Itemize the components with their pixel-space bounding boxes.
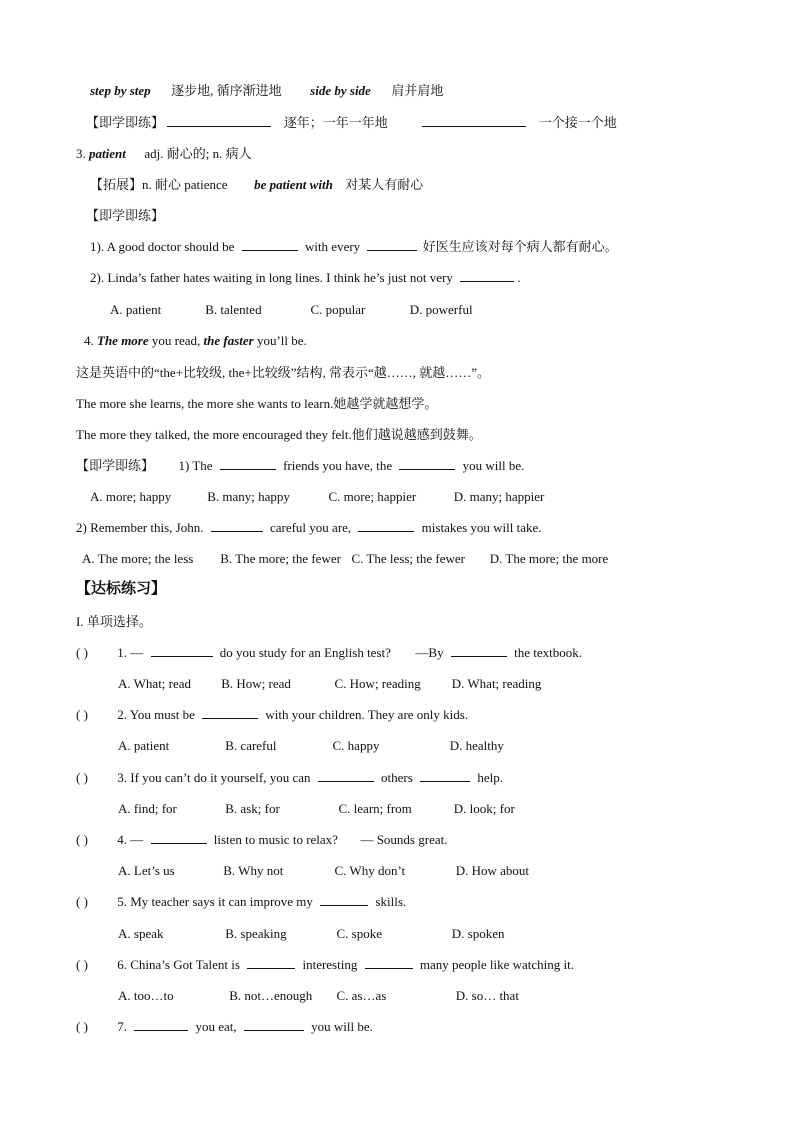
exercise-options-5 <box>118 925 504 943</box>
option-a[interactable]: A. The more; the less <box>82 551 194 566</box>
practice-text: 逐年；一年一年地 <box>283 115 388 130</box>
item4-explain: 这是英语中的“the+比较级, the+比较级”结构, 常表示“越……, 就越……”。 <box>76 365 491 380</box>
question-text: do you study for an English test? <box>219 645 391 660</box>
question-text: with your children. They are only kids. <box>265 707 469 722</box>
option-c[interactable]: C. more; happier <box>328 489 417 504</box>
question-text: 1) The <box>178 458 213 473</box>
exercise-question-1 <box>76 644 582 662</box>
exercise-options-2 <box>118 737 504 755</box>
phrase-the-more: The more <box>97 333 149 348</box>
question-text: 4. — <box>117 832 144 847</box>
option-a[interactable]: A. find; for <box>118 801 177 816</box>
question-text: —By <box>415 645 444 660</box>
answer-blank[interactable] <box>134 1018 188 1031</box>
option-c[interactable]: C. popular <box>310 302 366 317</box>
question-text: help. <box>477 770 503 785</box>
keyword-definition: adj. 耐心的; n. 病人 <box>144 146 252 161</box>
item3-q2 <box>90 269 521 287</box>
exercise-options-4 <box>118 862 529 880</box>
phrase-step-by-step-meaning: 逐步地, 循序渐进地 <box>171 83 282 98</box>
question-text: others <box>381 770 413 785</box>
item4-q1-options <box>90 488 544 506</box>
question-text: friends you have, the <box>283 458 393 473</box>
option-d[interactable]: D. so… that <box>455 988 519 1003</box>
option-a[interactable]: A. more; happy <box>90 489 172 504</box>
exercise-question-6 <box>76 956 574 974</box>
question-text: careful you are, <box>269 520 352 535</box>
question-text: 1). A good doctor should be <box>90 239 235 254</box>
question-text: you will be. <box>462 458 525 473</box>
option-a[interactable]: A. What; read <box>118 676 192 691</box>
item3-extend <box>90 176 423 194</box>
practice-label: 【即学即练】 <box>86 115 165 130</box>
question-text: 2). Linda’s father hates waiting in long lines. I think he’s just not very <box>90 270 453 285</box>
answer-blank[interactable] <box>247 956 295 969</box>
phrase-the-faster: the faster <box>203 333 254 348</box>
exercise-options-1 <box>118 675 541 693</box>
exercises-part-title: I. 单项选择。 <box>76 614 152 629</box>
question-text: listen to music to relax? <box>213 832 338 847</box>
item4-example-1: The more she learns, the more she wants to learn.她越学就越想学。 <box>76 396 438 411</box>
answer-paren[interactable]: ( ) <box>76 832 88 847</box>
question-text: mistakes you will take. <box>421 520 542 535</box>
answer-blank[interactable] <box>367 238 417 251</box>
phrase-step-by-step: step by step <box>90 83 151 98</box>
phrase-side-by-side: side by side <box>310 83 371 98</box>
question-text: you eat, <box>195 1019 237 1034</box>
option-c[interactable]: C. The less; the fewer <box>351 551 465 566</box>
option-d[interactable]: D. What; reading <box>451 676 542 691</box>
answer-paren[interactable]: ( ) <box>76 1019 88 1034</box>
answer-paren[interactable]: ( ) <box>76 707 88 722</box>
option-d[interactable]: D. many; happier <box>453 489 545 504</box>
answer-blank[interactable] <box>167 114 271 127</box>
item4-q1 <box>76 457 524 475</box>
phrase-line <box>90 82 443 100</box>
question-text: with every <box>304 239 361 254</box>
option-d[interactable]: D. The more; the more <box>489 551 609 566</box>
option-c[interactable]: C. How; reading <box>334 676 421 691</box>
option-a[interactable]: A. patient <box>110 302 162 317</box>
item4-example-2: The more they talked, the more encouraged they felt.他们越说越感到鼓舞。 <box>76 427 482 442</box>
exercise-options-3 <box>118 800 515 818</box>
answer-blank[interactable] <box>460 269 514 282</box>
practice-label: 【即学即练】 <box>86 208 165 223</box>
item4-q2-options <box>82 550 608 568</box>
option-c[interactable]: C. as…as <box>336 988 387 1003</box>
item-number: 4. <box>84 333 94 348</box>
question-text: — Sounds great. <box>360 832 448 847</box>
exercise-question-3 <box>76 769 503 787</box>
option-d[interactable]: D. healthy <box>449 738 504 753</box>
question-text: you will be. <box>311 1019 373 1034</box>
answer-blank[interactable] <box>451 644 507 657</box>
exercise-question-7 <box>76 1018 373 1036</box>
answer-blank[interactable] <box>220 457 276 470</box>
answer-blank[interactable] <box>244 1018 304 1031</box>
exercise-question-4 <box>76 831 447 849</box>
item3-q1 <box>90 238 618 256</box>
question-text: 6. China’s Got Talent is <box>117 957 240 972</box>
answer-paren[interactable]: ( ) <box>76 957 88 972</box>
option-b[interactable]: B. not…enough <box>229 988 313 1003</box>
item3-title <box>76 145 252 163</box>
practice-line-1 <box>86 114 617 132</box>
answer-paren[interactable]: ( ) <box>76 770 88 785</box>
answer-blank[interactable] <box>202 706 258 719</box>
item3-practice-label <box>86 207 164 225</box>
answer-blank[interactable] <box>420 769 470 782</box>
extend-meaning: 对某人有耐心 <box>345 177 424 192</box>
question-text: 好医生应该对每个病人都有耐心。 <box>422 239 618 254</box>
item4-title <box>84 332 307 350</box>
answer-blank[interactable] <box>422 114 526 127</box>
item4-text: you read, <box>151 333 201 348</box>
exercise-question-2 <box>76 706 468 724</box>
option-b[interactable]: B. Why not <box>223 863 284 878</box>
option-b[interactable]: B. ask; for <box>225 801 280 816</box>
extend-label: 【拓展】n. 耐心 patience <box>90 177 228 192</box>
answer-blank[interactable] <box>242 238 298 251</box>
practice-text: 一个接一个地 <box>538 115 617 130</box>
option-c[interactable]: C. learn; from <box>338 801 412 816</box>
extend-phrase: be patient with <box>254 177 333 192</box>
item-number: 3. <box>76 146 86 161</box>
keyword-patient: patient <box>89 146 126 161</box>
question-text: skills. <box>375 894 407 909</box>
phrase-side-by-side-meaning: 肩并肩地 <box>391 83 444 98</box>
question-text: 1. — <box>117 645 144 660</box>
question-text: the textbook. <box>514 645 582 660</box>
option-b[interactable]: B. careful <box>225 738 277 753</box>
option-a[interactable]: A. too…to <box>118 988 174 1003</box>
answer-blank[interactable] <box>358 519 414 532</box>
item4-text: you’ll be. <box>256 333 307 348</box>
question-text: interesting <box>302 957 358 972</box>
option-d[interactable]: D. look; for <box>453 801 515 816</box>
option-b[interactable]: B. How; read <box>221 676 291 691</box>
option-d[interactable]: D. How about <box>455 863 530 878</box>
exercises-heading: 【达标练习】 <box>76 581 167 597</box>
answer-blank[interactable] <box>151 831 207 844</box>
option-b[interactable]: B. talented <box>205 302 262 317</box>
answer-blank[interactable] <box>151 644 213 657</box>
item3-options <box>110 301 473 319</box>
option-d[interactable]: D. powerful <box>409 302 473 317</box>
question-text: 5. My teacher says it can improve my <box>117 894 313 909</box>
question-text: many people like watching it. <box>419 957 575 972</box>
option-c[interactable]: C. Why don’t <box>334 863 406 878</box>
option-c[interactable]: C. happy <box>332 738 380 753</box>
option-b[interactable]: B. speaking <box>225 926 287 941</box>
item4-q2 <box>76 519 542 537</box>
option-a[interactable]: A. Let’s us <box>118 863 175 878</box>
question-text: 2) Remember this, John. <box>76 520 204 535</box>
question-text: 2. You must be <box>117 707 195 722</box>
option-c[interactable]: C. spoke <box>336 926 382 941</box>
exercise-options-6 <box>118 987 519 1005</box>
question-text: 3. If you can’t do it yourself, you can <box>117 770 311 785</box>
answer-blank[interactable] <box>399 457 455 470</box>
option-b[interactable]: B. many; happy <box>207 489 290 504</box>
question-text: 7. <box>117 1019 127 1034</box>
exercise-question-5 <box>76 893 406 911</box>
answer-blank[interactable] <box>318 769 374 782</box>
answer-blank[interactable] <box>365 956 413 969</box>
option-b[interactable]: B. The more; the fewer <box>220 551 341 566</box>
option-a[interactable]: A. patient <box>118 738 170 753</box>
answer-paren[interactable]: ( ) <box>76 645 88 660</box>
answer-blank[interactable] <box>211 519 263 532</box>
question-text: . <box>517 270 521 285</box>
answer-paren[interactable]: ( ) <box>76 894 88 909</box>
practice-label: 【即学即练】 <box>76 458 155 473</box>
option-a[interactable]: A. speak <box>118 926 164 941</box>
answer-blank[interactable] <box>320 893 368 906</box>
option-d[interactable]: D. spoken <box>451 926 505 941</box>
